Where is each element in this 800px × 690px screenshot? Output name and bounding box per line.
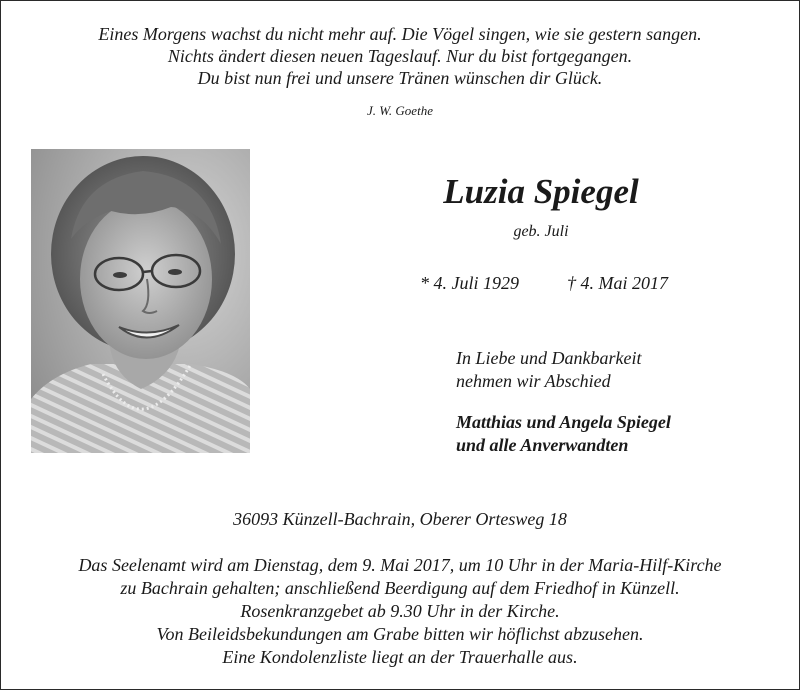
service-details [1, 554, 799, 669]
farewell-line: In Liebe und Dankbarkeit [456, 348, 642, 368]
mourners [456, 411, 671, 457]
deceased-name: Luzia Spiegel [443, 172, 639, 211]
farewell-text [456, 347, 641, 393]
portrait-photo [31, 149, 250, 453]
poem [1, 23, 799, 89]
service-line: Rosenkranzgebet ab 9.30 Uhr in der Kirche. [240, 601, 560, 621]
poem-line: Nichts ändert diesen neuen Tageslauf. Nur du bist fortgegangen. [167, 46, 633, 66]
poem-line: Du bist nun frei und unsere Tränen wünschen dir Glück. [197, 68, 603, 88]
mourners-line: Matthias und Angela Spiegel [456, 412, 671, 432]
mourners-line: und alle Anverwandten [456, 435, 629, 455]
death-date: † 4. Mai 2017 [567, 273, 668, 293]
service-line: Das Seelenamt wird am Dienstag, dem 9. Mai 2017, um 10 Uhr in der Maria-Hilf-Kirche [78, 555, 722, 575]
address: 36093 Künzell-Bachrain, Oberer Ortesweg 18 [233, 509, 567, 529]
service-line: Eine Kondolenzliste liegt an der Trauerhalle aus. [222, 647, 578, 667]
birth-date: * 4. Juli 1929 [420, 273, 519, 293]
poem-author: J. W. Goethe [367, 103, 433, 118]
poem-line: Eines Morgens wachst du nicht mehr auf. Die Vögel singen, wie sie gestern sangen. [98, 24, 702, 44]
farewell-line: nehmen wir Abschied [456, 371, 611, 391]
service-line: zu Bachrain gehalten; anschließend Beerdigung auf dem Friedhof in Künzell. [120, 578, 680, 598]
service-line: Von Beileidsbekundungen am Grabe bitten wir höflichst abzusehen. [156, 624, 644, 644]
maiden-name: geb. Juli [513, 223, 569, 240]
